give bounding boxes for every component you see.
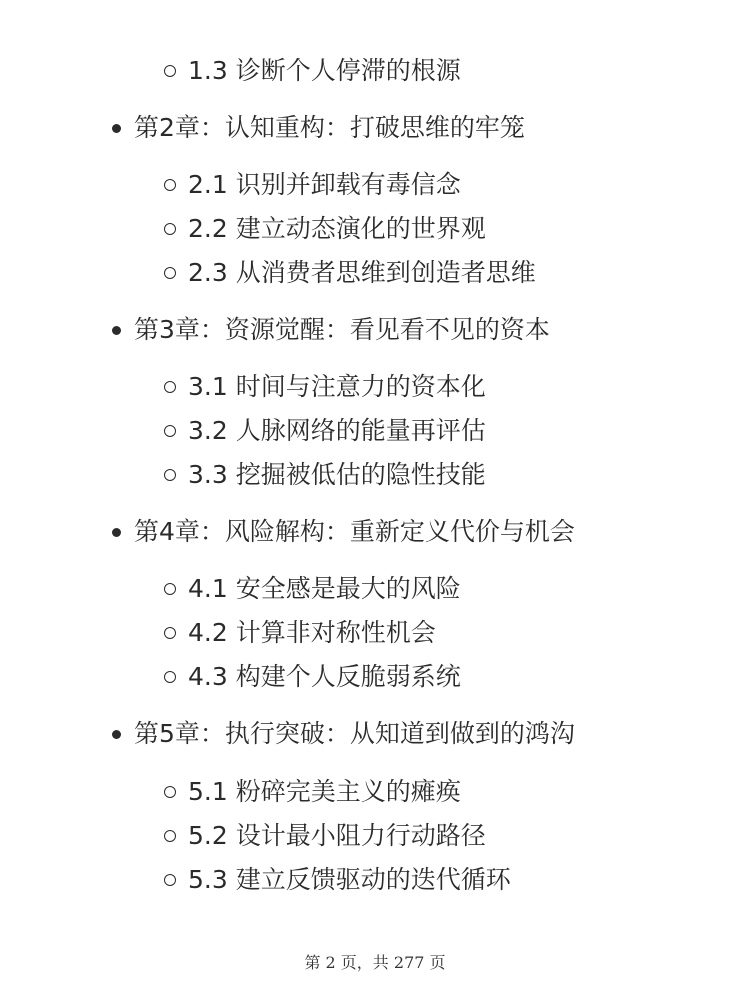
hollow-bullet-icon	[164, 65, 176, 77]
outline-section-item	[188, 213, 486, 245]
outline-section-item	[188, 257, 536, 289]
chapter-title: 第4章：风险解构：重新定义代价与机会	[134, 517, 575, 546]
outline-section-item	[188, 55, 461, 87]
outline-chapter-item	[134, 718, 575, 750]
filled-bullet-icon	[112, 528, 121, 537]
hollow-bullet-icon	[164, 469, 176, 481]
outline-chapter-item	[134, 314, 550, 346]
chapter-title: 第2章：认知重构：打破思维的牢笼	[134, 113, 525, 142]
hollow-bullet-icon	[164, 786, 176, 798]
hollow-bullet-icon	[164, 671, 176, 683]
hollow-bullet-icon	[164, 425, 176, 437]
hollow-bullet-icon	[164, 627, 176, 639]
outline-section-item	[188, 661, 461, 693]
outline-chapter-item	[134, 112, 525, 144]
outline-section-item	[188, 371, 486, 403]
hollow-bullet-icon	[164, 223, 176, 235]
section-title: 4.3 构建个人反脆弱系统	[188, 662, 461, 691]
hollow-bullet-icon	[164, 583, 176, 595]
hollow-bullet-icon	[164, 874, 176, 886]
section-title: 4.2 计算非对称性机会	[188, 618, 436, 647]
section-title: 3.1 时间与注意力的资本化	[188, 372, 486, 401]
section-title: 2.3 从消费者思维到创造者思维	[188, 258, 536, 287]
page-number-footer: 第 2 页，共 277 页	[304, 953, 446, 972]
section-title: 5.3 建立反馈驱动的迭代循环	[188, 865, 511, 894]
hollow-bullet-icon	[164, 830, 176, 842]
section-title: 2.2 建立动态演化的世界观	[188, 214, 486, 243]
outline-section-item	[188, 820, 486, 852]
filled-bullet-icon	[112, 326, 121, 335]
hollow-bullet-icon	[164, 179, 176, 191]
outline-chapter-item	[134, 516, 575, 548]
outline-section-item	[188, 415, 486, 447]
hollow-bullet-icon	[164, 381, 176, 393]
section-title: 1.3 诊断个人停滞的根源	[188, 56, 461, 85]
outline-section-item	[188, 573, 461, 605]
outline-section-item	[188, 864, 511, 896]
section-title: 3.2 人脉网络的能量再评估	[188, 416, 486, 445]
section-title: 5.2 设计最小阻力行动路径	[188, 821, 486, 850]
filled-bullet-icon	[112, 730, 121, 739]
outline-section-item	[188, 617, 436, 649]
hollow-bullet-icon	[164, 267, 176, 279]
section-title: 3.3 挖掘被低估的隐性技能	[188, 460, 486, 489]
outline-section-item	[188, 776, 461, 808]
section-title: 4.1 安全感是最大的风险	[188, 574, 461, 603]
chapter-title: 第5章：执行突破：从知道到做到的鸿沟	[134, 719, 575, 748]
section-title: 5.1 粉碎完美主义的瘫痪	[188, 777, 461, 806]
section-title: 2.1 识别并卸载有毒信念	[188, 170, 461, 199]
outline-section-item	[188, 169, 461, 201]
filled-bullet-icon	[112, 124, 121, 133]
outline-section-item	[188, 459, 486, 491]
chapter-title: 第3章：资源觉醒：看见看不见的资本	[134, 315, 550, 344]
